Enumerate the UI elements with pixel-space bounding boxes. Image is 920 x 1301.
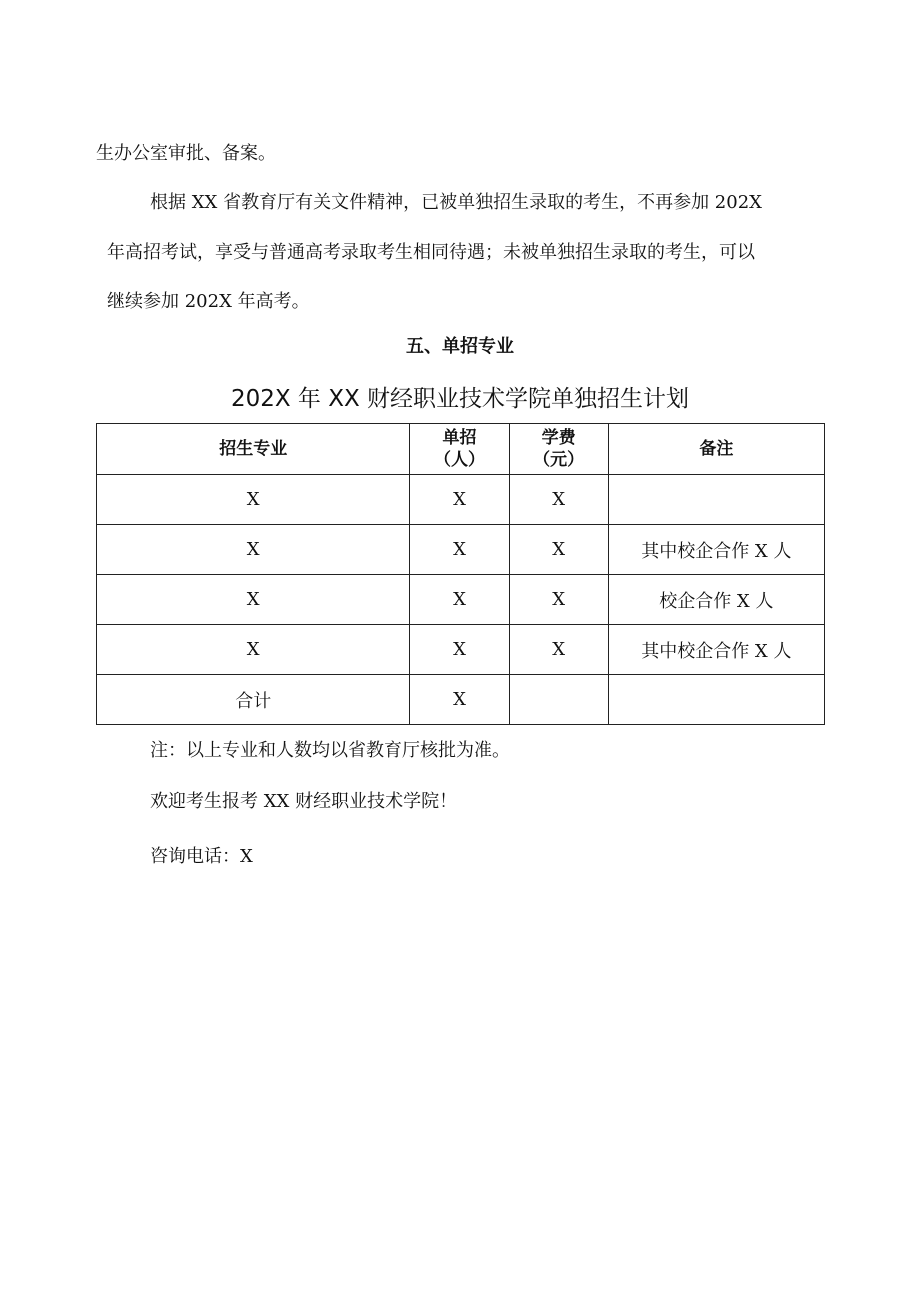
- header-note: 备注: [608, 424, 824, 475]
- header-fee-line1: 学费: [541, 428, 576, 448]
- welcome-note: 欢迎考生报考 XX 财经职业技术学院！: [150, 791, 458, 812]
- table-title: 202X 年 XX 财经职业技术学院单独招生计划: [230, 386, 690, 412]
- cell-major: X: [97, 575, 410, 625]
- cell-note: 校企合作 X 人: [608, 575, 824, 625]
- paragraph-line-3: 年高招考试，享受与普通高考录取考生相同待遇；未被单独招生录取的考生，可以: [107, 242, 755, 263]
- total-count: X: [410, 675, 509, 725]
- total-fee: [509, 675, 608, 725]
- enrollment-plan-table: [96, 423, 825, 725]
- cell-fee: X: [509, 475, 608, 525]
- table-row: [97, 625, 825, 675]
- table-row: [97, 475, 825, 525]
- cell-count: X: [410, 625, 509, 675]
- table-header-row: [97, 424, 825, 475]
- cell-major: X: [97, 475, 410, 525]
- cell-fee: X: [509, 625, 608, 675]
- phone-note: 咨询电话：X: [150, 846, 253, 867]
- paragraph-line-1: 生办公室审批、备案。: [96, 143, 276, 164]
- total-label: 合计: [97, 675, 410, 725]
- header-fee-line2: （元）: [533, 450, 585, 470]
- section-heading: 五、单招专业: [406, 336, 514, 357]
- cell-major: X: [97, 625, 410, 675]
- cell-note: 其中校企合作 X 人: [608, 525, 824, 575]
- total-note: [608, 675, 824, 725]
- table-row: [97, 525, 825, 575]
- table-row: [97, 575, 825, 625]
- header-fee: [509, 424, 608, 475]
- cell-fee: X: [509, 525, 608, 575]
- remark-note: 注：以上专业和人数均以省教育厅核批为准。: [150, 740, 510, 761]
- paragraph-line-2: 根据 XX 省教育厅有关文件精神，已被单独招生录取的考生，不再参加 202X: [150, 192, 762, 213]
- cell-count: X: [410, 475, 509, 525]
- paragraph-line-4: 继续参加 202X 年高考。: [107, 291, 310, 312]
- cell-fee: X: [509, 575, 608, 625]
- header-count-line1: 单招: [442, 428, 477, 448]
- cell-note: [608, 475, 824, 525]
- header-count-line2: （人）: [433, 450, 485, 470]
- header-major: 招生专业: [97, 424, 410, 475]
- cell-major: X: [97, 525, 410, 575]
- cell-count: X: [410, 525, 509, 575]
- cell-note: 其中校企合作 X 人: [608, 625, 824, 675]
- header-count: [410, 424, 509, 475]
- cell-count: X: [410, 575, 509, 625]
- table-total-row: [97, 675, 825, 725]
